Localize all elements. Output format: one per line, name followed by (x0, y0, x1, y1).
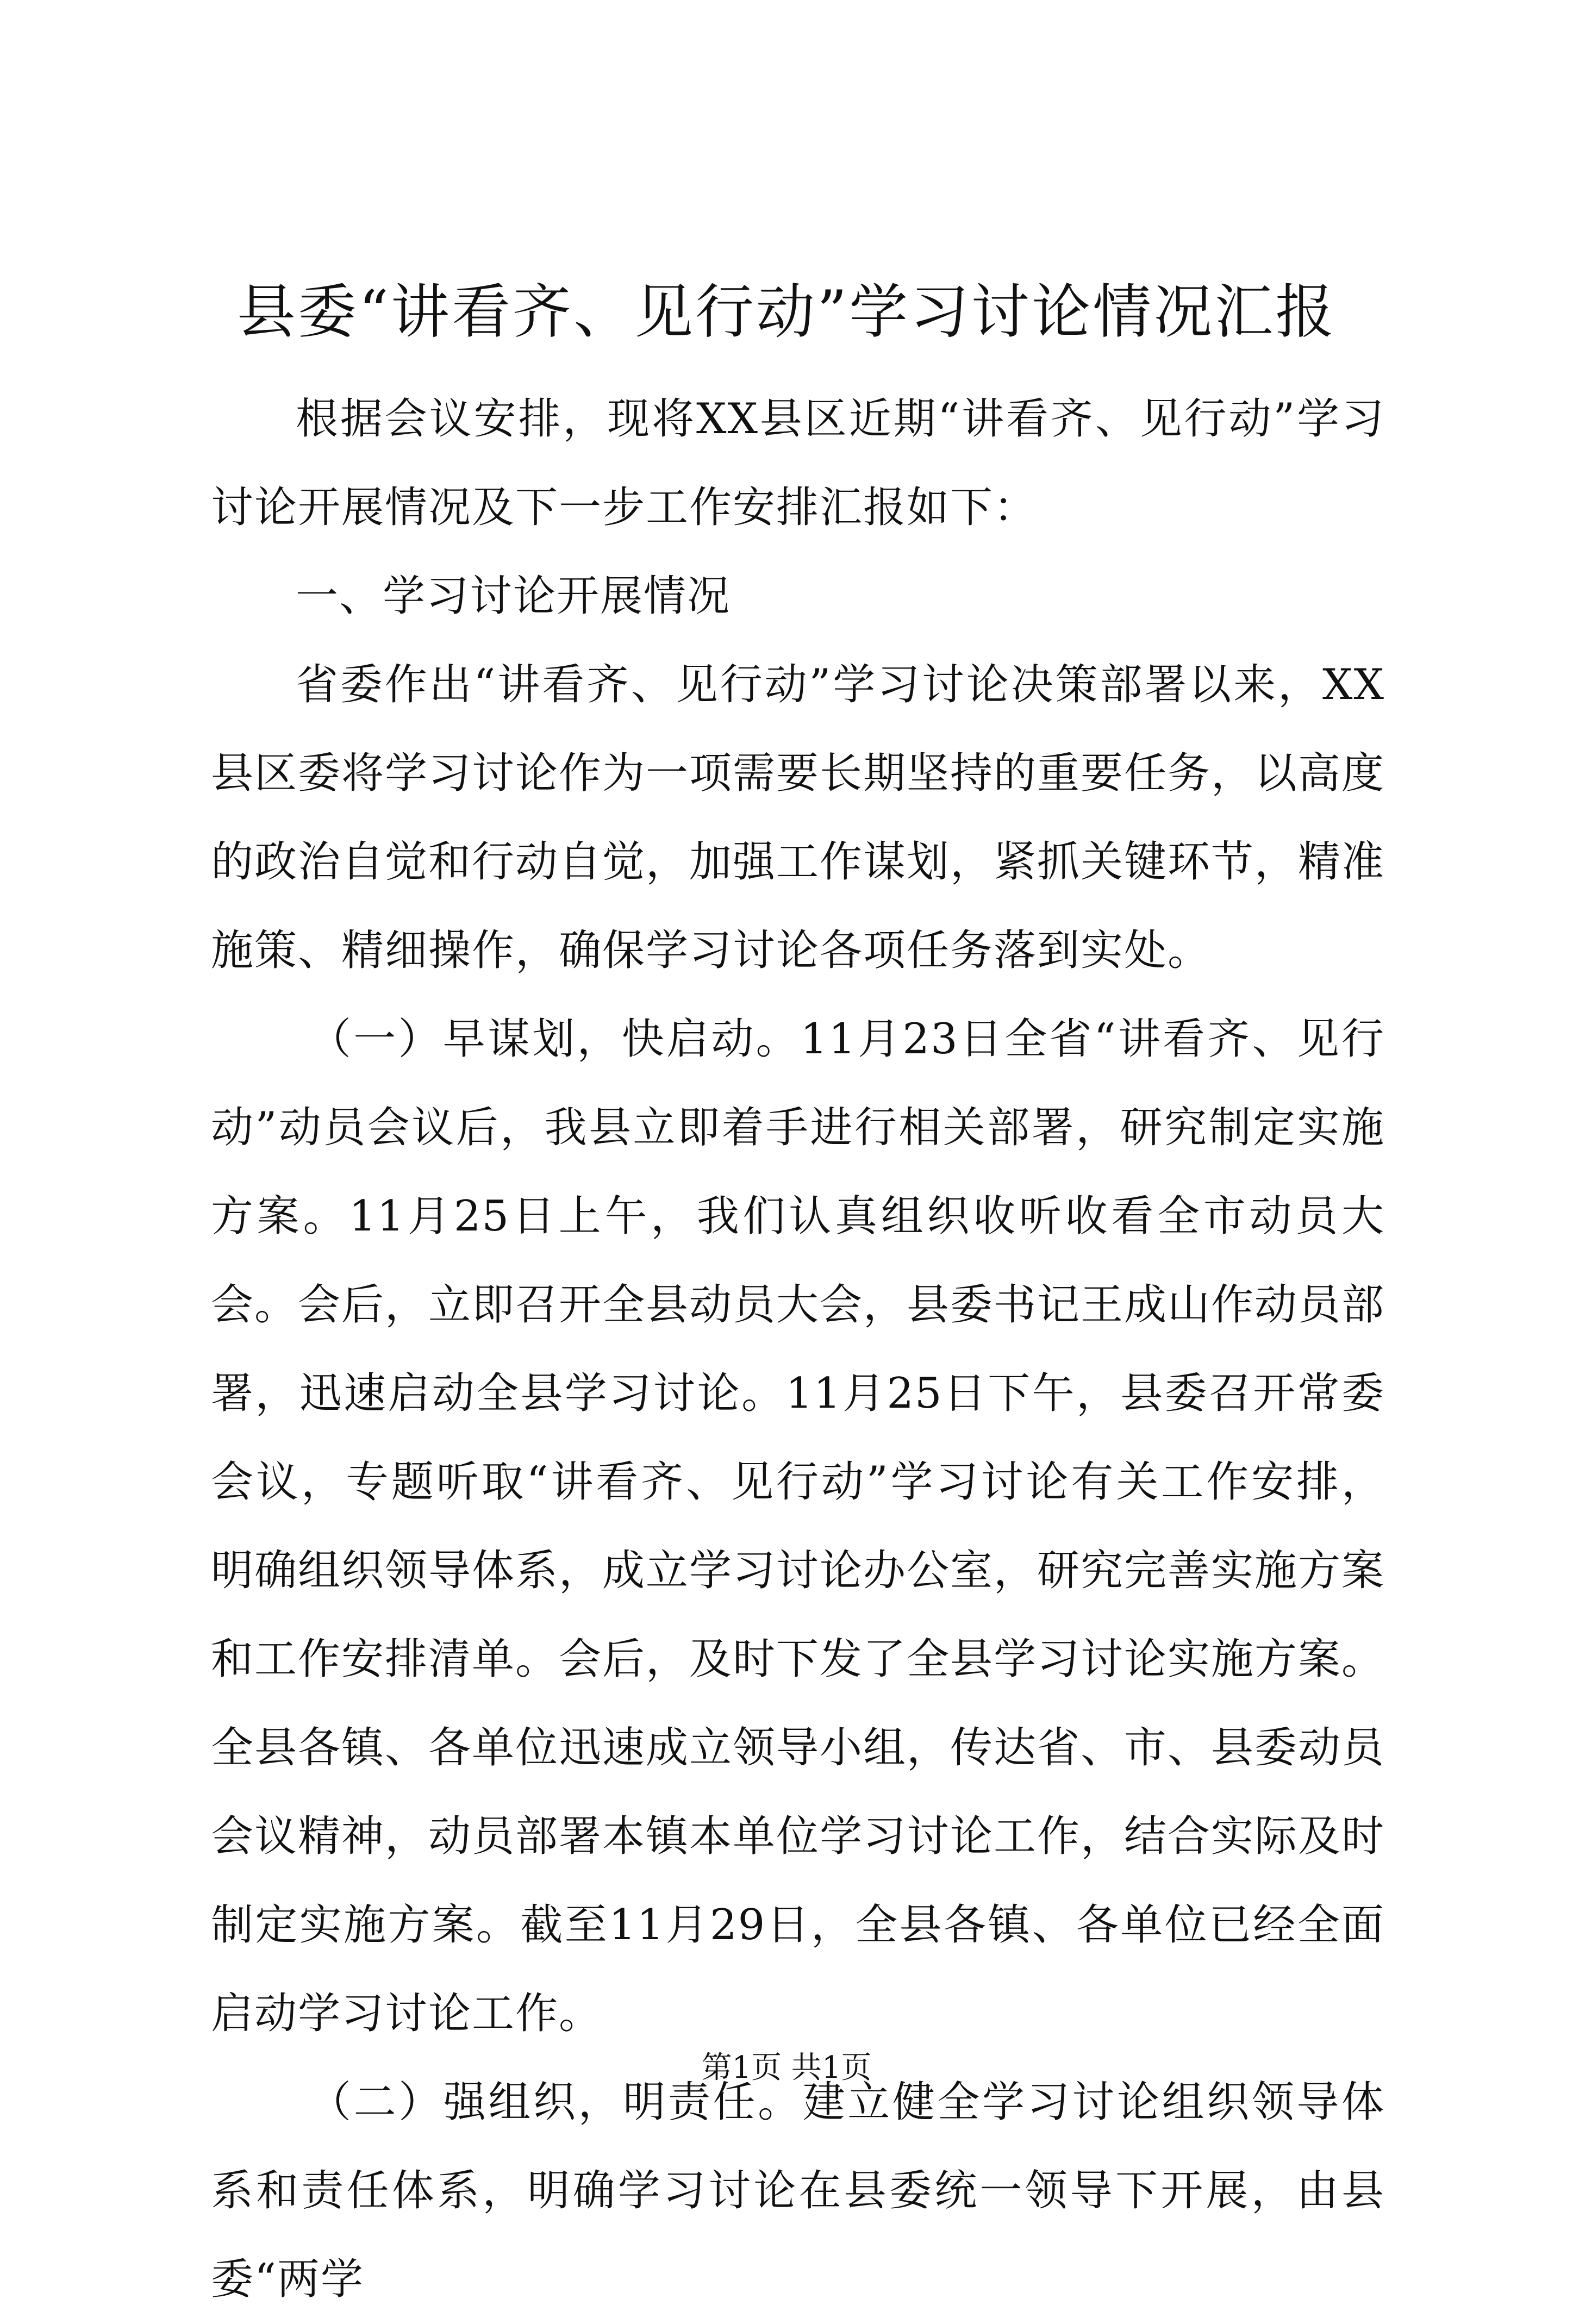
document-body (211, 375, 1385, 2324)
document-title: 县委“讲看齐、见行动”学习讨论情况汇报 (236, 278, 1337, 346)
intro-paragraph: 根据会议安排，现将XX县区近期“讲看齐、见行动”学习讨论开展情况及下一步工作安排汇报如下： (211, 395, 1385, 532)
page-footer: 第1页 共1页 (701, 2050, 872, 2085)
body-paragraph: 省委作出“讲看齐、见行动”学习讨论决策部署以来，XX县区委将学习讨论作为一项需要长期坚持的重要任务，以高度的政治自觉和行动自觉，加强工作谋划，紧抓关键环节，精准施策、精细操作，确保学习讨论各项任务落到实处。 (211, 660, 1385, 975)
subsection-paragraph: （一）早谋划，快启动。11月23日全省“讲看齐、见行动”动员会议后，我县立即着手进行相关部署，研究制定实施方案。11月25日上午，我们认真组织收听收看全市动员大会。会后，立即召开全县动员大会，县委书记王成山作动员部署，迅速启动全县学习讨论。11月25日下午，县委召开常委会议，专题听取“讲看齐、见行动”学习讨论有关工作安排，明确组织领导体系，成立学习讨论办公室，研究完善实施方案和工作安排清单。会后，及时下发了全县学习讨论实施方案。全县各镇、各单位迅速成立领导小组，传达省、市、县委动员会议精神，动员部署本镇本单位学习讨论工作，结合实际及时制定实施方案。截至11月29日，全县各镇、各单位已经全面启动学习讨论工作。 (211, 1015, 1385, 2038)
subsection-paragraph: （二）强组织，明责任。建立健全学习讨论组织领导体系和责任体系，明确学习讨论在县委统一领导下开展，由县委“两学 (211, 2078, 1385, 2304)
section-heading: 一、学习讨论开展情况 (296, 572, 731, 621)
